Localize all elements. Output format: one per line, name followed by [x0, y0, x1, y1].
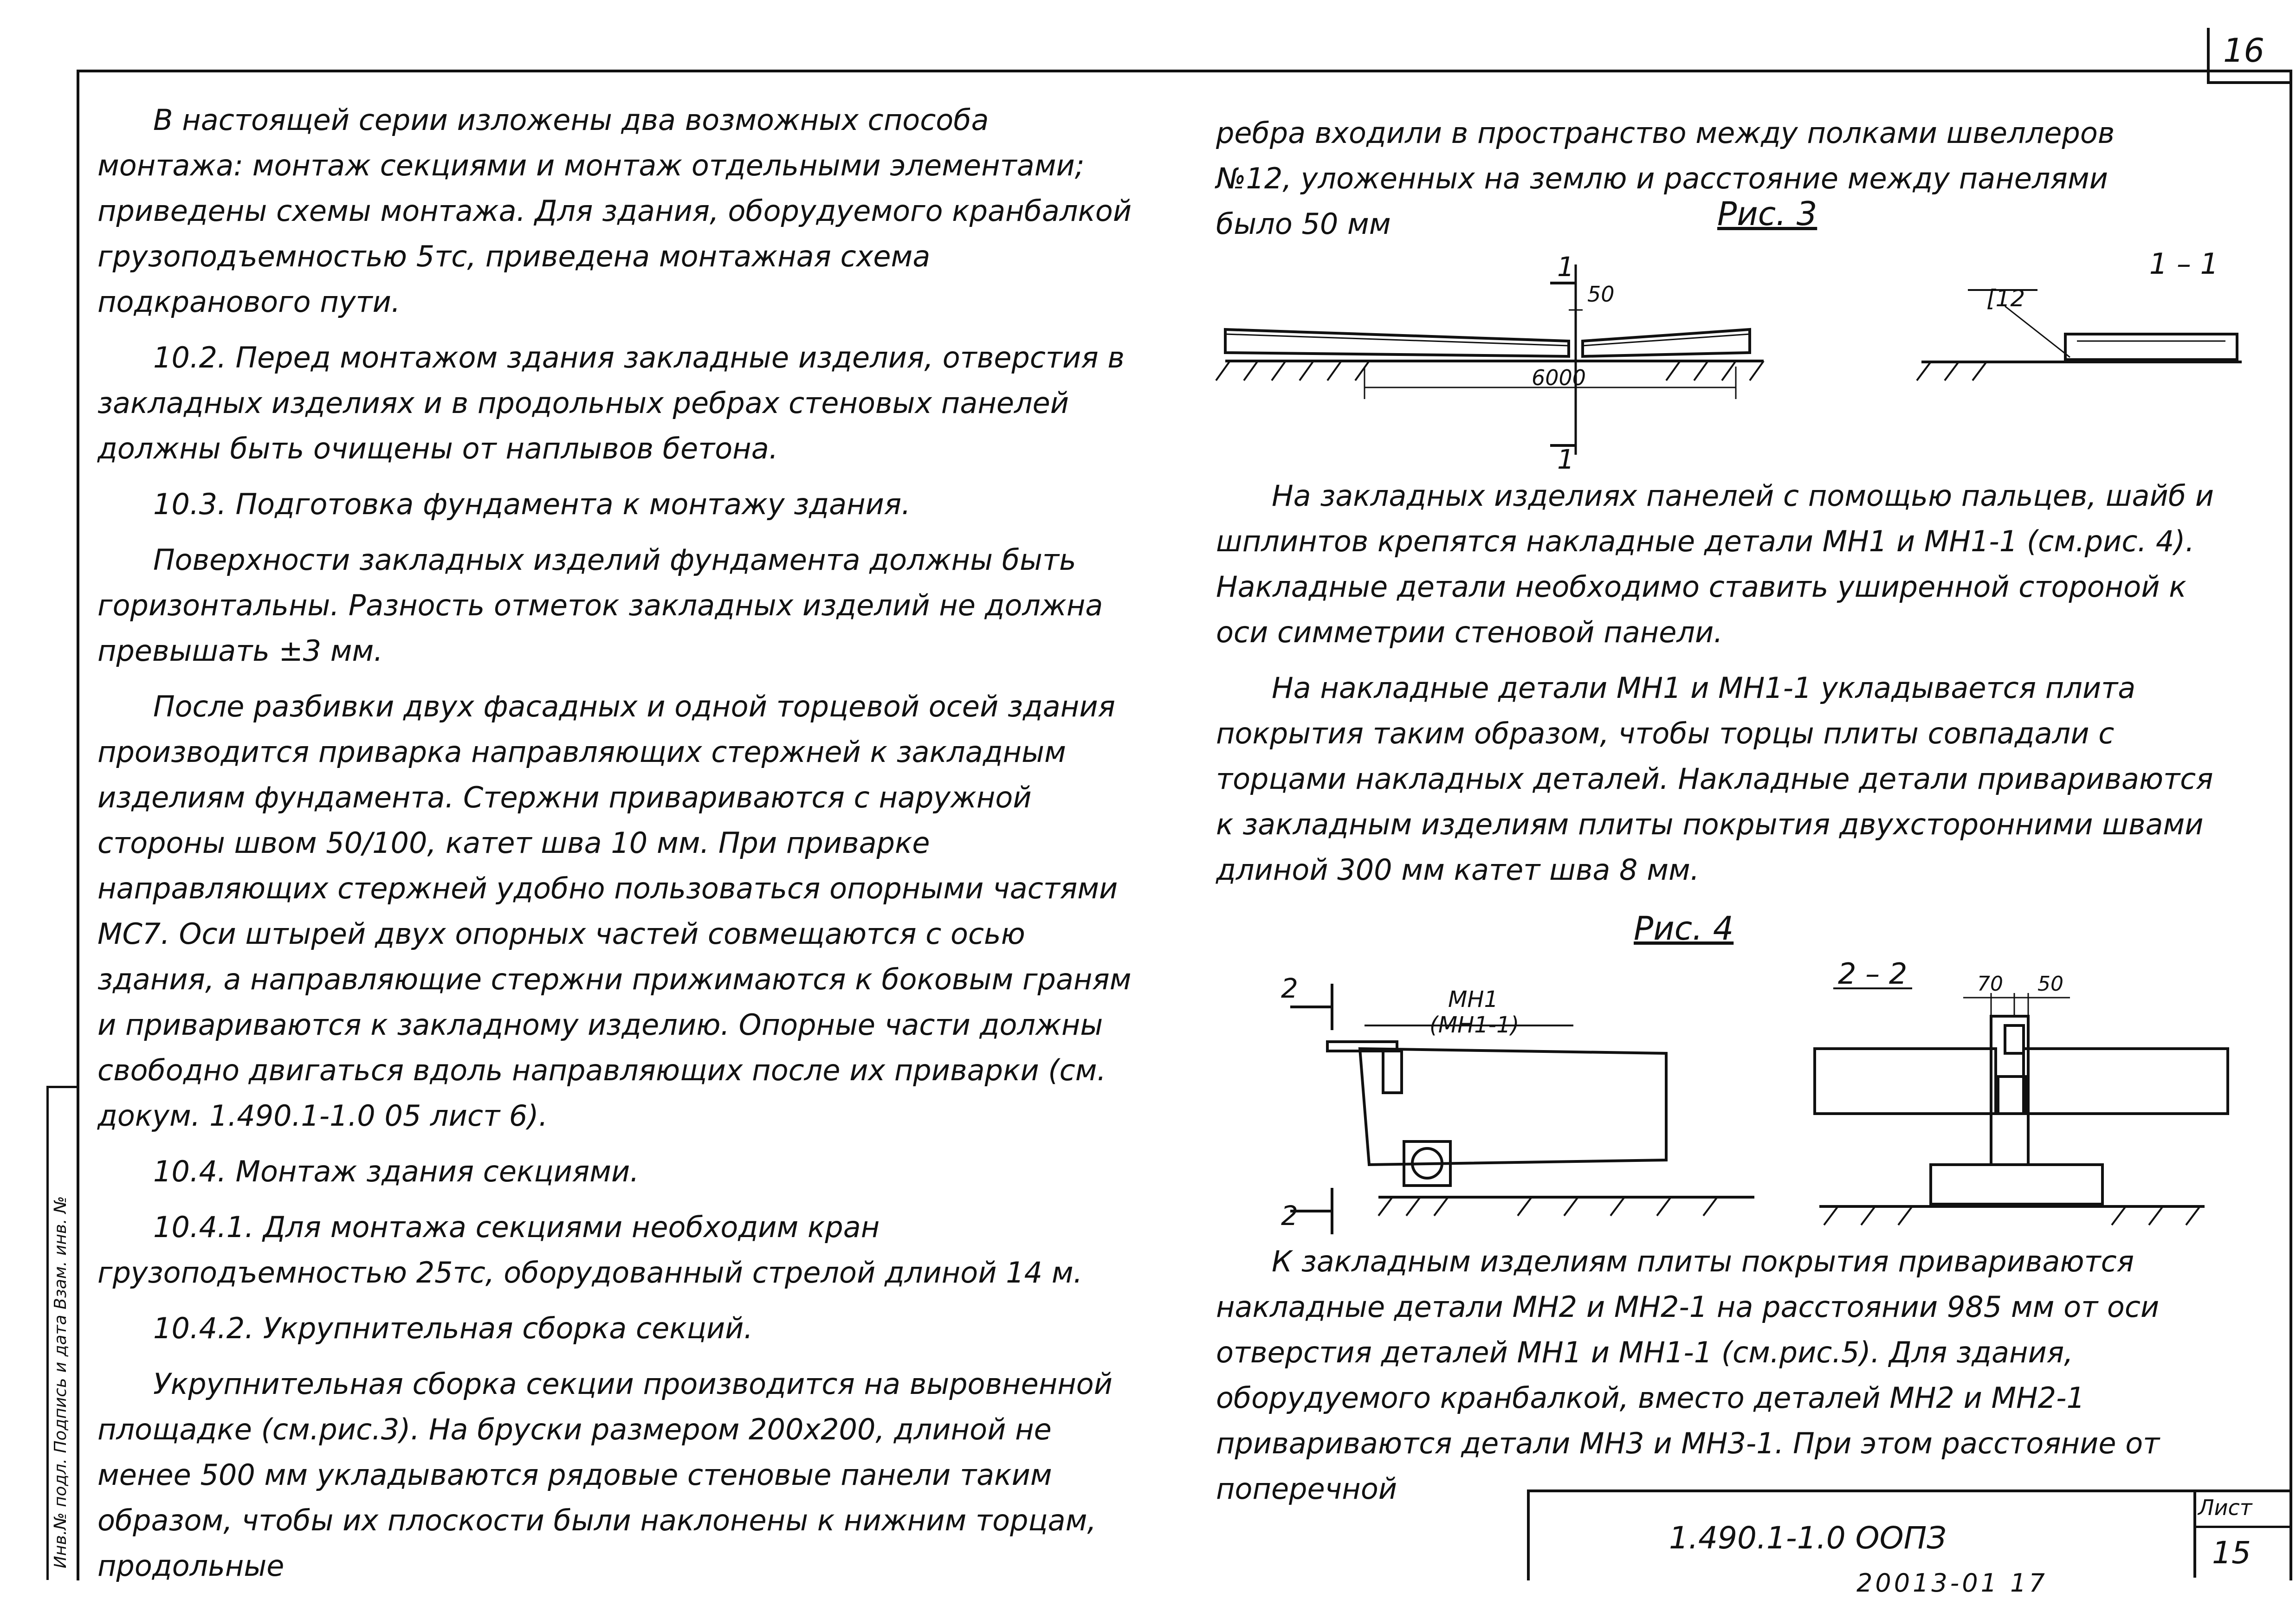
sheet-label: Лист [2198, 1495, 2252, 1520]
span-dimension: 6000 [1532, 365, 1586, 390]
paragraph: Укрупнительная сборка секции производится на выровненной площадке (см.рис.3). На бруски размером 200х200, длиной не менее 500 мм укладываются рядовые стеновые панели таким образом, чтобы их плоскости были наклонены к нижним торцам, продольные [97, 1367, 1113, 1583]
section-heading: 10.4. Монтаж здания секциями. [153, 1154, 640, 1188]
paragraph: 10.2. Перед монтажом здания закладные изделия, отверстия в закладных изделиях и в продольных ребрах стеновых панелей должны быть очищены от наплывов бетона. [97, 341, 1125, 465]
paragraph: Поверхности закладных изделий фундамента должны быть горизонтальны. Разность отметок закладных изделий не должна превышать ±3 мм. [97, 543, 1103, 668]
paragraph: На накладные детали МН1 и МН1-1 укладывается плита покрытия таким образом, чтобы торцы плиты совпадали с торцами накладных деталей. Накладные детали привариваются к закладным изделиям плиты покрытия двухсторонними швами длиной 300 мм катет шва 8 мм. [1216, 671, 2213, 887]
figure-3-title: Рис. 3 [1717, 195, 1817, 233]
document-code: 1.490.1-1.0 ООПЗ [1669, 1520, 1947, 1556]
right-text-middle [1216, 473, 2237, 903]
paragraph: В настоящей серии изложены два возможных способа монтажа: монтаж секциями и монтаж отдельными элементами; приведены схемы монтажа. Для здания, оборудуемого кранбалкой грузоподъемностью 5тс, приведена монтажная схема подкранового пути. [97, 103, 1132, 319]
channel-label: [12 [1986, 285, 2025, 312]
section-mark-bottom: 2 [1281, 1200, 1298, 1231]
title-block [1527, 1489, 2290, 1580]
section-mark-top: 1 [1557, 251, 1574, 283]
corner-page-number: 16 [2223, 32, 2265, 70]
left-stamp-text: Инв.№ подл. Подпись и дата Взам. инв. № [51, 1196, 70, 1568]
dimension-50: 50 [2037, 972, 2063, 996]
gap-dimension: 50 [1587, 282, 1615, 307]
part-label: МН1 [1448, 986, 1499, 1012]
sheet-divider [2193, 1526, 2290, 1528]
figure-4-drawing [1253, 957, 2251, 1253]
sheet-number: 15 [2212, 1535, 2251, 1571]
dimension-70: 70 [1977, 972, 2003, 996]
section-mark-bottom: 1 [1557, 444, 1574, 475]
section-1-1-label: 1 – 1 [2149, 247, 2218, 281]
figure-4-title: Рис. 4 [1634, 909, 1734, 948]
section-heading: 10.3. Подготовка фундамента к монтажу здания. [153, 487, 911, 521]
section-mark-top: 2 [1281, 973, 1298, 1004]
paragraph: После разбивки двух фасадных и одной торцевой осей здания производится приварка направляющих стержней к закладным изделиям фундамента. Стержни привариваются с наружной стороны швом 50/100, катет шва 10 мм. При приварке направляющих стержней удобно пользоваться опорными частями МС7. Оси штырей двух опорных частей совмещаются с осью здания, а направляющие стержни прижимаются к боковым граням и привариваются к закладному изделию. Опорные части должны свободно двигаться вдоль направляющих после их приварки (см. докум. 1.490.1-1.0 05 лист 6). [97, 690, 1132, 1133]
paragraph: К закладным изделиям плиты покрытия привариваются накладные детали МН2 и МН2-1 на расстоянии 985 мм от оси отверстия деталей МН1 и МН1-1 (см.рис.5). Для здания, оборудуемого кранбалкой, вместо деталей МН2 и МН2-1 привариваются детали МН3 и МН3-1. При этом расстояние от поперечной [1216, 1244, 2160, 1506]
paragraph: На закладных изделиях панелей с помощью пальцев, шайб и шплинтов крепятся накладные детали МН1 и МН1-1 (см.рис. 4). Накладные детали необходимо ставить уширенной стороной к оси симметрии стеновой панели. [1216, 479, 2214, 649]
section-2-2-label: 2 – 2 [1838, 957, 1908, 991]
left-text-column [97, 97, 1142, 1599]
right-text-top [1216, 110, 2191, 257]
part-label-alt: (МН1-1) [1429, 1012, 1520, 1038]
paragraph: 10.4.1. Для монтажа секциями необходим кран грузоподъемностью 25тс, оборудованный стрелой длиной 14 м. [97, 1210, 1083, 1290]
section-heading: 10.4.2. Укрупнительная сборка секций. [153, 1311, 753, 1345]
right-text-bottom [1216, 1239, 2237, 1522]
figure-3-drawing [1216, 241, 2260, 473]
archive-code: 20013-01 17 [1856, 1568, 2048, 1598]
paragraph: ребра входили в пространство между полками швеллеров №12, уложенных на землю и расстояние между панелями было 50 мм [1216, 116, 2115, 241]
